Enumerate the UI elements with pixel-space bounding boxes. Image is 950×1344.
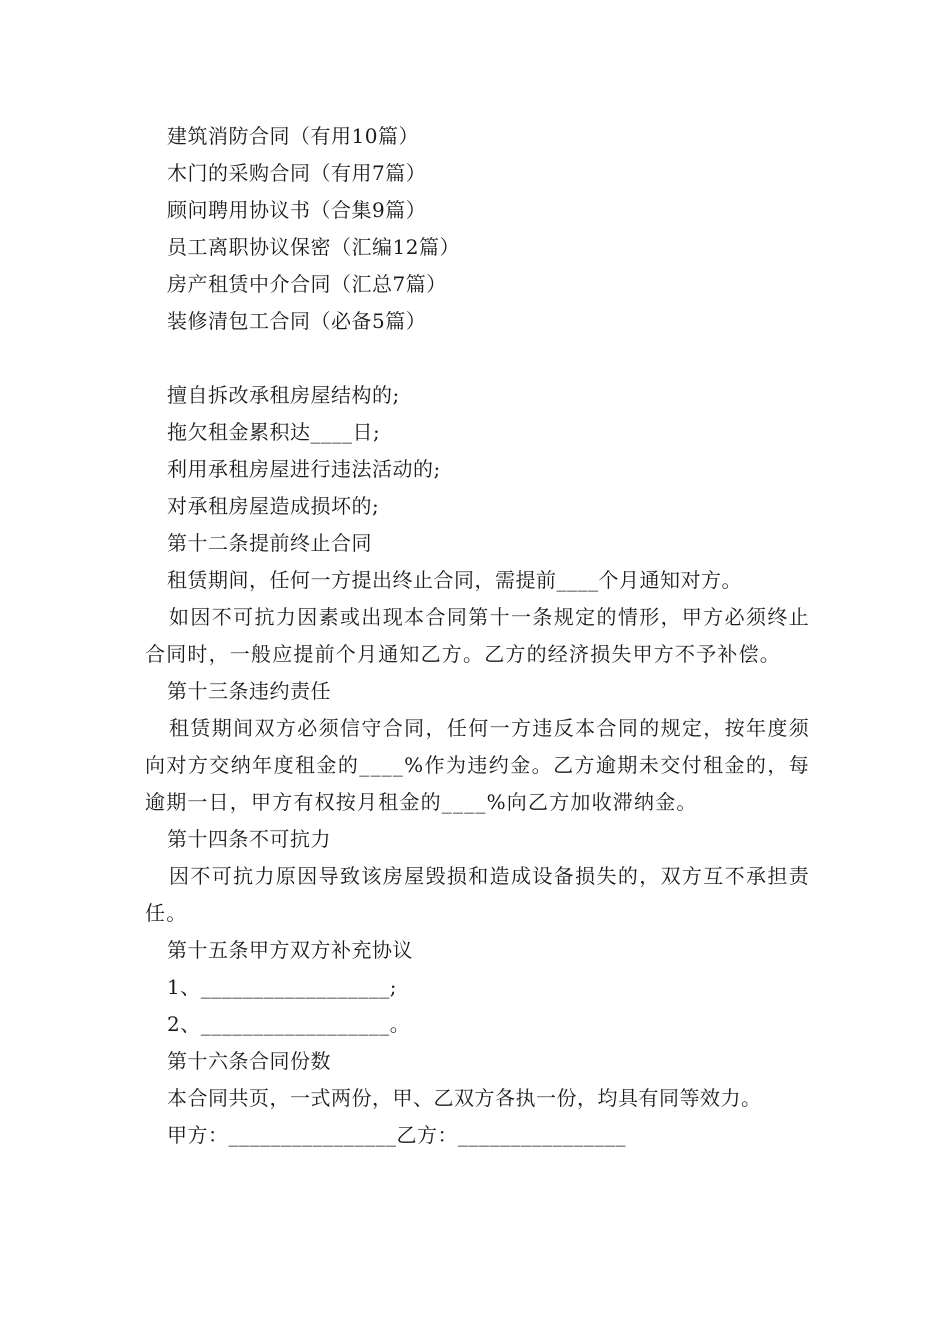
article-12-heading: 第十二条提前终止合同 — [167, 531, 372, 555]
list-item[interactable]: 房产租赁中介合同（汇总7篇） — [167, 272, 447, 296]
contract-body — [145, 377, 810, 1154]
article-16-paragraph: 本合同共页，一式两份，甲、乙双方各执一份，均具有同等效力。 — [167, 1086, 762, 1110]
article-15-heading: 第十五条甲方双方补充协议 — [167, 938, 413, 962]
article-12-paragraph-2: 如因不可抗力因素或出现本合同第十一条规定的情形，甲方必须终止合同时，一般应提前个月通知乙方。乙方的经济损失甲方不予补偿。 — [145, 605, 810, 666]
article-16-heading: 第十六条合同份数 — [167, 1049, 331, 1073]
document-page — [145, 118, 810, 1154]
clause-line: 利用承租房屋进行违法活动的; — [167, 457, 441, 481]
article-13-heading: 第十三条违约责任 — [167, 679, 331, 703]
supplement-item-1: 1、__________________; — [167, 975, 397, 999]
spacer — [145, 340, 810, 377]
supplement-item-2: 2、__________________。 — [167, 1012, 411, 1036]
list-item[interactable]: 建筑消防合同（有用10篇） — [167, 124, 419, 148]
article-14-paragraph: 因不可抗力原因导致该房屋毁损和造成设备损失的，双方互不承担责任。 — [145, 864, 810, 925]
related-list — [145, 118, 810, 340]
article-14-heading: 第十四条不可抗力 — [167, 827, 331, 851]
list-item[interactable]: 木门的采购合同（有用7篇） — [167, 161, 427, 185]
list-item[interactable]: 装修清包工合同（必备5篇） — [167, 309, 427, 333]
article-13-paragraph: 租赁期间双方必须信守合同，任何一方违反本合同的规定，按年度须向对方交纳年度租金的____%作为违约金。乙方逾期未交付租金的，每逾期一日，甲方有权按月租金的____%向乙方加收滞纳金。 — [145, 716, 810, 814]
article-12-paragraph-1: 租赁期间，任何一方提出终止合同，需提前____个月通知对方。 — [167, 568, 742, 592]
clause-line: 对承租房屋造成损坏的; — [167, 494, 380, 518]
clause-line: 擅自拆改承租房屋结构的; — [167, 383, 400, 407]
clause-line: 拖欠租金累积达____日; — [167, 420, 381, 444]
list-item[interactable]: 顾问聘用协议书（合集9篇） — [167, 198, 427, 222]
signature-line: 甲方：________________乙方：________________ — [167, 1123, 626, 1147]
list-item[interactable]: 员工离职协议保密（汇编12篇） — [167, 235, 460, 259]
